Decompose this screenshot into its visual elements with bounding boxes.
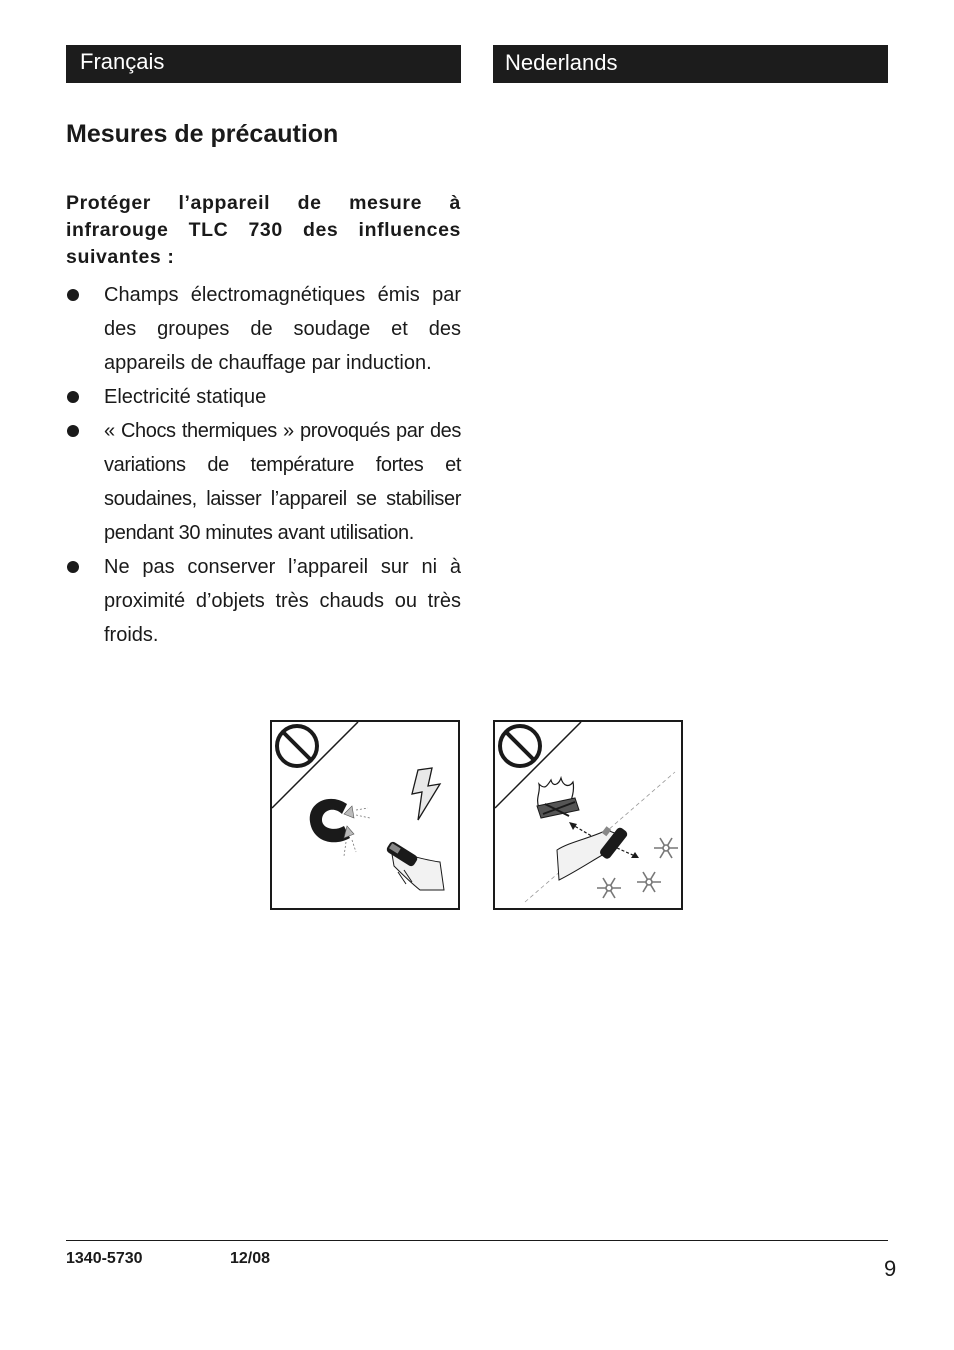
- bullet-icon: [67, 289, 79, 301]
- list-item-text: Electricité statique: [104, 386, 267, 408]
- lightning-icon: [412, 768, 440, 820]
- intro-paragraph: Protéger l’appareil de mesure à infrarouge TLC 730 des influences suivantes :: [66, 192, 461, 268]
- language-label-french: Français: [80, 49, 165, 74]
- language-label-dutch: Nederlands: [505, 50, 618, 75]
- page-number: 9: [884, 1256, 897, 1281]
- list-item-text: « Chocs thermiques » provoqués par des variations de température fortes et soudaines, laisser l’appareil se stabiliser pendant 30 minutes avant utilisation.: [104, 420, 461, 544]
- hand-device-icon: [557, 826, 629, 880]
- figure-electromagnetic: [270, 720, 460, 910]
- fire-icon: [537, 778, 579, 818]
- magnet-icon: [310, 799, 370, 856]
- list-item-text: Champs électromagnétiques émis par des groupes de soudage et des appareils de chauffage par induction.: [104, 284, 461, 374]
- footer-divider: [66, 1240, 888, 1241]
- language-tab-dutch: [493, 45, 888, 83]
- figure-thermal-shock: [493, 720, 683, 910]
- list-item: [66, 380, 461, 414]
- section-heading: Mesures de précaution: [66, 120, 339, 148]
- list-item-text: Ne pas conserver l’appareil sur ni à proximité d’objets très chauds ou très froids.: [104, 556, 461, 646]
- prohibition-icon: [272, 722, 358, 808]
- hand-device-icon: [385, 840, 444, 890]
- list-item: [66, 278, 461, 380]
- list-item: [66, 414, 461, 550]
- bullet-icon: [67, 391, 79, 403]
- bullet-icon: [67, 425, 79, 437]
- precaution-list: [66, 278, 461, 652]
- bullet-icon: [67, 561, 79, 573]
- list-item: [66, 550, 461, 652]
- document-date: 12/08: [230, 1250, 271, 1267]
- language-tab-french: [66, 45, 461, 83]
- document-number: 1340-5730: [66, 1250, 143, 1267]
